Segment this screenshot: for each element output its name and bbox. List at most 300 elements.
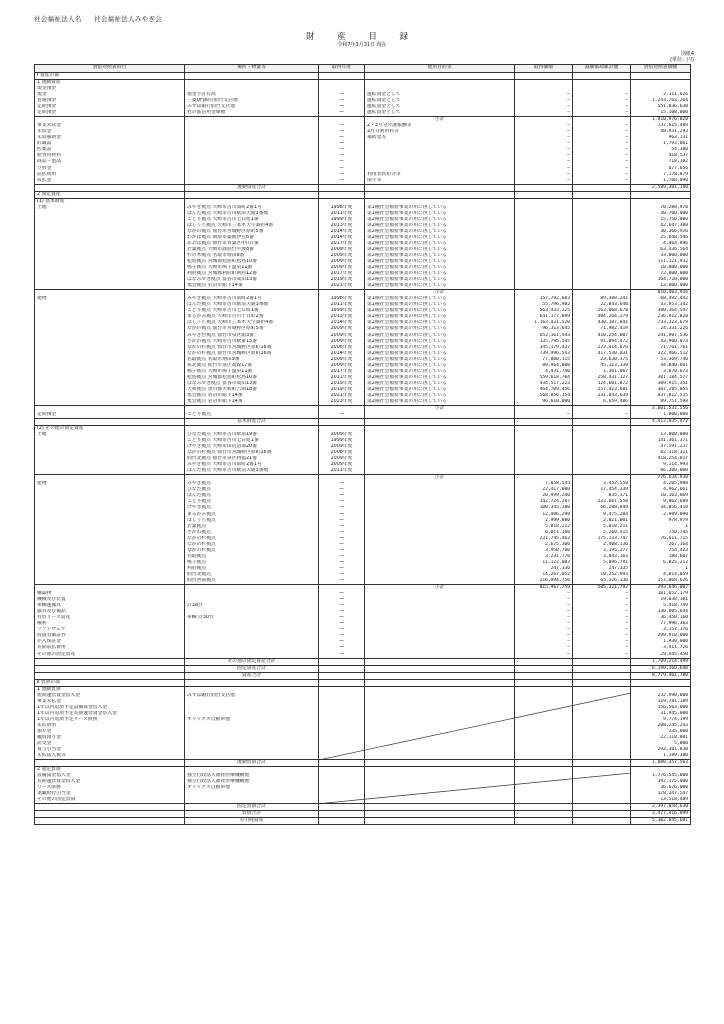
cell-b: 独立行政法人福祉医療機構他 — [185, 779, 319, 785]
cell-a: 建物 — [35, 296, 185, 302]
cell-f: 258,431,127 — [573, 375, 631, 381]
cell-d: 第2種社会福祉事業の用に供している — [365, 399, 515, 406]
cell-a: 商品・製品 — [35, 159, 185, 165]
cell-g: 33,953,342 — [631, 302, 691, 308]
cell-g: 15,100,000 — [631, 110, 691, 117]
document-date: 令和7年3月31日 現在 — [337, 42, 387, 48]
cell-e: 7,058,545 — [515, 481, 573, 487]
cell-f: — — [573, 615, 631, 621]
cell-d: 第1種社会福祉事業の用に供している — [365, 302, 515, 308]
cell-a: 事業未払金 — [35, 699, 185, 705]
cell-d: 第2種社会福祉事業の用に供している — [365, 223, 515, 229]
cell-e: 96,610,000 — [515, 399, 573, 406]
cell-b: 資産合計 — [185, 672, 319, 679]
cell-d: 第2種社会福祉事業の用に供している — [365, 247, 515, 253]
cell-f: — — [573, 645, 631, 651]
cell-g: 754,423 — [631, 548, 691, 554]
cell-g: 71,761,761 — [631, 345, 691, 351]
cell-a: 定期預金 — [35, 110, 185, 117]
cell-g: 10,163,869 — [631, 493, 691, 499]
cell-d — [365, 679, 515, 686]
cell-g: 776,634,930 — [631, 475, 691, 482]
cell-d: 利用者負担分等 — [365, 172, 515, 178]
cell-f: — — [573, 603, 631, 609]
cell-a: 2 固定負債 — [35, 766, 185, 773]
cell-f: — — [573, 92, 631, 98]
cell-e: 464,709,456 — [515, 387, 573, 393]
cell-d: 第2種社会福祉事業の用に供している — [365, 393, 515, 399]
cell-c: — — [319, 572, 365, 578]
cell-e — [515, 73, 573, 80]
cell-b: ことり拠点 大崎市古川七日町1番 — [185, 308, 319, 314]
cell-g: 963,131 — [631, 135, 691, 141]
cell-f — [573, 759, 631, 766]
cell-d — [365, 665, 515, 672]
cell-d: 小計 — [365, 406, 515, 413]
cell-c — [319, 665, 365, 672]
cell-g: 47,591,237 — [631, 444, 691, 450]
cell-e: — — [515, 627, 573, 633]
cell-f — [573, 665, 631, 672]
cell-g: 9,062,689 — [631, 499, 691, 505]
cell-g: 208,245,243 — [631, 723, 691, 729]
cell-g: 718,102 — [631, 159, 691, 165]
cell-c: — — [319, 153, 365, 159]
cell-d — [365, 804, 515, 811]
cell-e: — — [515, 412, 573, 419]
cell-b: なかの杉拠点 仙台市宮城野区原町16番 — [185, 450, 319, 456]
cell-b: 杉の木拠点 名取市増田9番 — [185, 253, 319, 259]
cell-c: — — [319, 481, 365, 487]
cell-g: 267,164 — [631, 542, 691, 548]
cell-g: 178,347,547 — [631, 791, 691, 797]
cell-c: 2009年度 — [319, 456, 365, 462]
cell-e — [515, 191, 573, 198]
cell-g: 2,111,626 — [631, 92, 691, 98]
cell-e: 55,796,982 — [515, 302, 573, 308]
cell-c: 1998年度 — [319, 296, 365, 302]
cell-c: — — [319, 412, 365, 419]
cell-e: 20,999,240 — [515, 493, 573, 499]
cell-d: 第2種社会福祉事業の用に供している — [365, 387, 515, 393]
cell-e: — — [515, 147, 573, 153]
cell-b: まるかみ拠点 大崎市古川十日町2番 — [185, 314, 319, 320]
cell-f: 410,254,007 — [573, 333, 631, 339]
cell-g: 1 — [631, 566, 691, 572]
cell-f: — — [573, 652, 631, 659]
cell-e: 641,177,099 — [515, 314, 573, 320]
cell-f: 273,414,676 — [573, 345, 631, 351]
cell-g: 30,366,926 — [631, 229, 691, 235]
cell-e: — — [515, 129, 573, 135]
org-name: 社会福祉法人みやぎ会 — [93, 15, 162, 23]
cell-b: オリックス自動車他 — [185, 785, 319, 791]
cell-g: 13,000,000 — [631, 283, 691, 290]
cell-e: 157,792,683 — [515, 296, 573, 302]
cell-f: — — [573, 639, 631, 645]
cell-c: — — [319, 609, 365, 615]
cell-g: 53,369,740 — [631, 357, 691, 363]
cell-f: 89,300,241 — [573, 296, 631, 302]
cell-a: 貯蔵品 — [35, 141, 185, 147]
cell-g: 5,418,749 — [631, 603, 691, 609]
cell-g: 2,397,058,630 — [631, 804, 691, 811]
cell-e: — — [515, 597, 573, 603]
cell-e — [515, 672, 573, 679]
cell-a: (2) その他の固定資産 — [35, 426, 185, 433]
cell-d: 第2種社会福祉事業の用に供している — [365, 314, 515, 320]
cell-g: 235,000 — [631, 729, 691, 735]
cell-d: 第2種社会福祉事業の用に供している — [365, 369, 515, 375]
cell-c: — — [319, 92, 365, 98]
cell-c: — — [319, 104, 365, 110]
cell-a — [35, 665, 185, 672]
cell-d: 第2種社会福祉事業の用に供している — [365, 265, 515, 271]
cell-e: 815,967,759 — [515, 585, 573, 592]
cell-f: 6,659,406 — [573, 399, 631, 406]
cell-c: — — [319, 518, 365, 524]
cell-b: ことり拠点 — [185, 412, 319, 419]
cell-c: 1999年度 — [319, 217, 365, 223]
cell-a: 未払費用 — [35, 723, 185, 729]
cell-e: — — [515, 123, 573, 129]
cell-c: 2009年度 — [319, 259, 365, 265]
cell-f: 835,371 — [573, 493, 631, 499]
cell-g: 5,302,045,681 — [631, 818, 691, 825]
cell-c: — — [319, 633, 365, 639]
cell-b: 松島拠点 宮城郡松島町松島10番 — [185, 375, 319, 381]
cell-c: 2013年度 — [319, 223, 365, 229]
cell-c: 2014年度 — [319, 320, 365, 326]
cell-b: けやき拠点 — [185, 505, 319, 511]
cell-e: 1,163,431,520 — [515, 320, 573, 326]
cell-e: 434,517,223 — [515, 381, 573, 387]
cell-g: 44,840,661 — [631, 363, 691, 369]
cell-g: 293,646,007 — [631, 585, 691, 592]
cell-a: 機械及び装置 — [35, 597, 185, 603]
cell-g: 76,611,715 — [631, 536, 691, 542]
cell-b: 集会拠点 岩沼市館下14番 — [185, 283, 319, 290]
cell-c: — — [319, 129, 365, 135]
cell-f: — — [573, 129, 631, 135]
cell-b: 流動資産合計 — [185, 184, 319, 191]
cell-e: — — [515, 633, 573, 639]
cell-b: 大和拠点 黒川郡大和町吉岡18番 — [185, 387, 319, 393]
cell-d — [365, 658, 515, 665]
cell-g: 1,930,000 — [631, 639, 691, 645]
cell-g: 164,720,000 — [631, 277, 691, 283]
cell-f: — — [573, 172, 631, 178]
cell-e: 2,999,980 — [515, 518, 573, 524]
cell-d: 第2種社会福祉事業の用に供している — [365, 375, 515, 381]
cell-a — [35, 818, 185, 825]
cell-a: 有形リース資産 — [35, 615, 185, 621]
cell-c: 2013年度 — [319, 314, 365, 320]
cell-f: 131,043,639 — [573, 393, 631, 399]
cell-g: 63,436,564 — [631, 247, 691, 253]
cell-c: 2017年度 — [319, 369, 365, 375]
cell-c: — — [319, 536, 365, 542]
cell-g — [631, 679, 691, 686]
cell-b: 三菱UFJ銀行仙台支店他 — [185, 98, 319, 104]
cell-a: 現金 — [35, 92, 185, 98]
cell-g: 1,000,000 — [631, 412, 691, 419]
cell-f — [573, 191, 631, 198]
cell-a: 未収補助金 — [35, 135, 185, 141]
cell-e: 231,745,462 — [515, 536, 573, 542]
cell-b: はしうち拠点 — [185, 518, 319, 524]
cell-e: — — [515, 153, 573, 159]
section-row — [35, 679, 691, 686]
cell-f: — — [573, 123, 631, 129]
cell-b: 集会拠点 岩沼市館下14番 — [185, 399, 319, 406]
cell-d: 第2種社会福祉事業の用に供している — [365, 351, 515, 357]
cell-e — [515, 658, 573, 665]
cell-f: 2,408,136 — [573, 542, 631, 548]
cell-b: みやぎ台拠点 仙台市泉区館3番 — [185, 333, 319, 339]
cell-d: 第2種社会福祉事業の用に供している — [365, 253, 515, 259]
cell-c: 2017年度 — [319, 271, 365, 277]
cell-e: 559,618,704 — [515, 375, 573, 381]
cell-a: 1年以内返済予定リース債務 — [35, 717, 185, 723]
cell-c: 1999年度 — [319, 438, 365, 444]
cell-a: 未払法人税等 — [35, 753, 185, 760]
cell-f: 3,452,558 — [573, 481, 631, 487]
cell-d: 第2種社会福祉事業の用に供している — [365, 363, 515, 369]
cell-a: 構築物 — [35, 591, 185, 597]
cell-b: けやき拠点 大崎市田尻沼部20番 — [185, 444, 319, 450]
cell-e: 739,996,543 — [515, 351, 573, 357]
cell-b: みずほ銀行仙台支店他 — [185, 104, 319, 110]
cell-g: 7,178,879 — [631, 172, 691, 178]
cell-a — [35, 804, 185, 811]
cell-a: 1 流動負債 — [35, 686, 185, 693]
cell-a: Ⅰ 資産の部 — [35, 73, 185, 80]
cell-g: 4,205,988 — [631, 481, 691, 487]
cell-b: 負債合計 — [185, 811, 319, 818]
cell-a: 前受金 — [35, 741, 185, 747]
cell-c: 2009年度 — [319, 339, 365, 345]
cell-g: 141,361,371 — [631, 438, 691, 444]
cell-b: なかの拠点 仙台市宮城野区原町5番 — [185, 229, 319, 235]
cell-d — [365, 191, 515, 198]
cell-g: 3,477,416,099 — [631, 811, 691, 818]
cell-c: 2009年度 — [319, 462, 365, 468]
cell-g: 810,403,916 — [631, 290, 691, 297]
cell-g: 66,300,000 — [631, 468, 691, 475]
cell-a — [35, 419, 185, 426]
cell-g: 750,745 — [631, 530, 691, 536]
cell-c: — — [319, 493, 365, 499]
cell-f: 5,018,211 — [573, 524, 631, 530]
cell-f — [573, 672, 631, 679]
cell-e: 12,406,298 — [515, 512, 573, 518]
cell-g: 6,190,160,640 — [631, 665, 691, 672]
cell-e: 96,313,645 — [515, 326, 573, 332]
cell-g: 299,910,000 — [631, 633, 691, 639]
cell-b: なかの拠点 仙台市宮城野区原町5番 — [185, 326, 319, 332]
cell-a: 定期預金 — [35, 412, 185, 419]
cell-f — [573, 804, 631, 811]
cell-e: 6,011,160 — [515, 530, 573, 536]
cell-e — [515, 184, 573, 191]
cell-g: 49,931,293 — [631, 129, 691, 135]
cell-f: 65,126,130 — [573, 578, 631, 585]
cell-b: 利府拠点 宮城郡利府町利府12番 — [185, 271, 319, 277]
cell-f — [573, 811, 631, 818]
cell-g: 42,647,388 — [631, 223, 691, 229]
cell-d: 小計 — [365, 117, 515, 124]
subtotal-row — [35, 658, 691, 665]
cell-b: なかの杉拠点 — [185, 542, 319, 548]
subtotal-row — [35, 665, 691, 672]
cell-b: みやぎ拠点 大崎市古川南町2番1号 — [185, 462, 319, 468]
cell-g: 1,243,763,264 — [631, 98, 691, 104]
cell-e — [515, 679, 573, 686]
cell-f: — — [573, 98, 631, 104]
cell-b: ことり拠点 大崎市古川七日町1番 — [185, 438, 319, 444]
cell-f: 404,264,279 — [573, 314, 631, 320]
cell-c: 2009年度 — [319, 444, 365, 450]
cell-g: 1 — [631, 524, 691, 530]
cell-c: 2014年度 — [319, 351, 365, 357]
cell-e: — — [515, 172, 573, 178]
cell-f: 66,288,849 — [573, 505, 631, 511]
cell-c — [319, 818, 365, 825]
cell-g: 13,518,489 — [631, 797, 691, 804]
cell-f — [573, 419, 631, 426]
cell-e: 345,179,437 — [515, 345, 573, 351]
cell-b: ことり拠点 大崎市古川七日町1番 — [185, 217, 319, 223]
cell-f: — — [573, 597, 631, 603]
cell-f: — — [573, 621, 631, 627]
cell-a: 短期運営資金借入金 — [35, 693, 185, 699]
cell-g — [631, 191, 691, 198]
cell-c: 2008年度 — [319, 345, 365, 351]
cell-g: 1,776,545,000 — [631, 773, 691, 779]
cell-c — [319, 419, 365, 426]
cell-g: 6,025,212 — [631, 560, 691, 566]
cell-g: 733,323,679 — [631, 320, 691, 326]
cell-g: 301,184,577 — [631, 375, 691, 381]
cell-c: 2009年度 — [319, 363, 365, 369]
cell-g: 9,774,199 — [631, 717, 691, 723]
cell-g: 437,812,515 — [631, 393, 691, 399]
cell-g: 68,492,442 — [631, 296, 691, 302]
cell-e: — — [515, 104, 573, 110]
subtotal-row — [35, 759, 691, 766]
cell-d: 第2種社会福祉事業の用に供している — [365, 381, 515, 387]
cell-g: 737,615,409 — [631, 123, 691, 129]
cell-g: 13,000,000 — [631, 432, 691, 438]
cell-a: 長期運営資金借入金 — [35, 779, 185, 785]
cell-b: 仙台北拠点 — [185, 572, 319, 578]
cell-c: — — [319, 597, 365, 603]
cell-d — [365, 672, 515, 679]
cell-b: オリックス自動車他 — [185, 717, 319, 723]
cell-d: 補助金等 — [365, 135, 515, 141]
cell-b: 仙台北拠点 仙台市泉区将監21番 — [185, 456, 319, 462]
cell-b: ぱんだ拠点 大崎市古川駅前大通3番地 — [185, 211, 319, 217]
cell-c: — — [319, 512, 365, 518]
cell-f: — — [573, 153, 631, 159]
cell-c: 2009年度 — [319, 432, 365, 438]
cell-a: 1 流動資産 — [35, 80, 185, 87]
cell-a: 投資有価証券 — [35, 633, 185, 639]
cell-f: 157,423,601 — [573, 387, 631, 393]
cell-c: 1998年度 — [319, 205, 365, 211]
cell-b: 杜の都信用金庫他 — [185, 110, 319, 117]
cell-g: 232,990,000 — [631, 693, 691, 699]
cell-d: 2月分利用料等 — [365, 129, 515, 135]
cell-e: 652,161,543 — [515, 333, 573, 339]
cell-c: 2019年度 — [319, 387, 365, 393]
cell-e: 568,856,154 — [515, 393, 573, 399]
cell-d: 第1種社会福祉事業の用に供している — [365, 296, 515, 302]
cell-d: 第2種社会福祉事業の用に供している — [365, 283, 515, 290]
cell-g: 72,000,000 — [631, 271, 691, 277]
cell-d — [365, 811, 515, 818]
cell-a — [35, 811, 185, 818]
cell-e: — — [515, 166, 573, 172]
cell-g: 24,331,226 — [631, 326, 691, 332]
cell-e: 2,675,300 — [515, 542, 573, 548]
cell-a: 土地 — [35, 432, 185, 438]
cell-f: 91,894,472 — [573, 339, 631, 345]
cell-a: 事業未収金 — [35, 123, 185, 129]
cell-b: 鳴子拠点 大崎市鳴子温泉11番 — [185, 265, 319, 271]
cell-g: 1,708,090 — [631, 178, 691, 185]
cell-a — [35, 184, 185, 191]
cell-b: 差引純資産 — [185, 818, 319, 825]
cell-d: 第2種社会福祉事業の用に供している — [365, 277, 515, 283]
cell-g: 19,038,101 — [631, 597, 691, 603]
cell-g: 5,000 — [631, 741, 691, 747]
cell-b: 鳴子拠点 大崎市鳴子温泉11番 — [185, 369, 319, 375]
cell-g: 30,700,000 — [631, 211, 691, 217]
cell-a: 建物 — [35, 481, 185, 487]
cell-c: — — [319, 487, 365, 493]
cell-d: 運転資金として — [365, 110, 515, 117]
cell-f: 5,096,791 — [573, 560, 631, 566]
cell-a: 土地 — [35, 205, 185, 211]
cell-f: 505,321,792 — [573, 585, 631, 592]
cell-g: 2,589,301,140 — [631, 184, 691, 191]
cell-c: 2021年度 — [319, 393, 365, 399]
cell-d: 第1種社会福祉事業の用に供している — [365, 211, 515, 217]
cell-c: — — [319, 560, 365, 566]
cell-g: 36,450,160 — [631, 615, 691, 621]
cell-e: — — [515, 621, 573, 627]
cell-b: 松島拠点 宮城郡松島町松島10番 — [185, 259, 319, 265]
cell-c: — — [319, 554, 365, 560]
subtotal-row — [35, 672, 691, 679]
cell-f — [573, 679, 631, 686]
cell-b: はなみずき拠点 富谷市成田13番 — [185, 381, 319, 387]
cell-a: 前払費用 — [35, 172, 185, 178]
cell-c: — — [319, 178, 365, 185]
cell-b: ぱんだ拠点 大崎市古川駅前大通3番地 — [185, 468, 319, 475]
cell-d: 保守等 — [365, 178, 515, 185]
cell-b: ひなた拠点 — [185, 487, 319, 493]
cell-c: — — [319, 645, 365, 651]
cell-a — [35, 759, 185, 766]
cell-d — [365, 73, 515, 80]
cell-b: みやぎ拠点 大崎市古川南町2番1号 — [185, 205, 319, 211]
cell-b: ぱんだ拠点 — [185, 493, 319, 499]
cell-b: なかの杉拠点 仙台市宮城野区原町16番 — [185, 345, 319, 351]
cell-a: 賞与引当金 — [35, 747, 185, 753]
